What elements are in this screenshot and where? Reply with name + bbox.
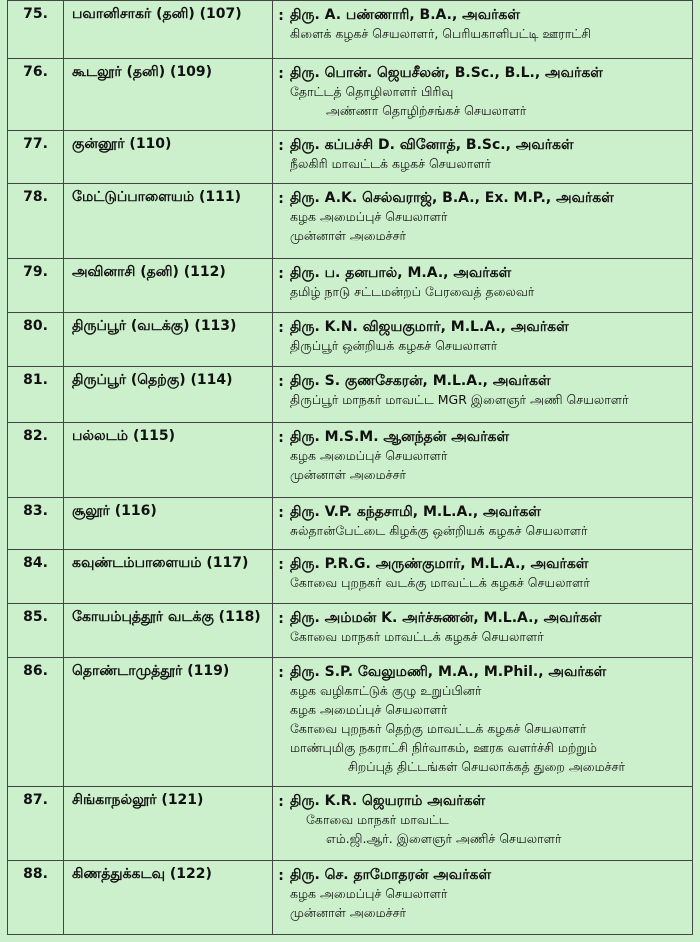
candidate-role: கோவை மாநகர் மாவட்டக் கழகச் செயலாளர் [290, 629, 544, 644]
column-divider [272, 658, 273, 786]
candidate-name: திரு. அம்மன் K. அர்ச்சுணன், M.L.A., அவர்கள் [290, 610, 602, 626]
column-divider [63, 550, 64, 603]
constituency-name: சூலூர் (116) [72, 503, 157, 519]
table-row [7, 549, 693, 604]
column-divider [272, 1, 273, 58]
candidate-name: திரு. S. குணசேகரன், M.L.A., அவர்கள் [290, 373, 551, 389]
column-divider [272, 367, 273, 422]
candidate-name: திரு. செ. தாமோதரன் அவர்கள் [290, 867, 492, 883]
candidate-details [290, 64, 688, 120]
column-divider [63, 313, 64, 366]
serial-number: 82. [23, 428, 48, 444]
separator-colon: : [278, 794, 284, 810]
serial-number: 83. [23, 503, 48, 519]
candidate-role: திருப்பூர் மாநகர் மாவட்ட MGR இளைஞர் அணி செயலாளர் [290, 392, 629, 407]
separator-colon: : [278, 868, 284, 884]
constituency-name: தொண்டாமுத்தூர் (119) [72, 663, 230, 679]
table-row [7, 860, 693, 935]
column-divider [63, 658, 64, 786]
candidate-role: சுல்தான்பேட்டை கிழக்கு ஒன்றியக் கழகச் செயலாளர் [290, 523, 588, 538]
candidate-details [290, 503, 688, 540]
serial-number: 76. [23, 64, 48, 80]
separator-colon: : [278, 611, 284, 627]
column-divider [63, 861, 64, 934]
candidate-role: கோவை புறநகர் வடக்கு மாவட்டக் கழகச் செயலாளர் [290, 575, 590, 590]
constituency-name: அவினாசி (தனி) (112) [72, 264, 226, 280]
candidate-role: திருப்பூர் ஒன்றியக் கழகச் செயலாளர் [290, 338, 498, 353]
table-row [7, 0, 693, 59]
separator-colon: : [278, 320, 284, 336]
serial-number: 85. [23, 609, 48, 625]
table-row [7, 786, 693, 861]
constituency-name: கவுண்டம்பாளையம் (117) [72, 555, 249, 571]
candidate-role: கோவை புறநகர் தெற்கு மாவட்டக் கழகச் செயலாளர் [290, 721, 587, 736]
candidate-name: திரு. K.R. ஜெயராம் அவர்கள் [290, 793, 486, 809]
table-row [7, 58, 693, 131]
separator-colon: : [278, 557, 284, 573]
separator-colon: : [278, 430, 284, 446]
candidate-details [290, 428, 688, 484]
serial-number: 79. [23, 264, 48, 280]
candidate-role: தோட்டத் தொழிலாளர் பிரிவு [290, 84, 454, 99]
column-divider [272, 787, 273, 860]
column-divider [63, 59, 64, 130]
serial-number: 75. [23, 6, 48, 22]
candidate-role: முன்னாள் அமைச்சர் [290, 228, 407, 243]
column-divider [63, 131, 64, 183]
table-row [7, 312, 693, 367]
table-row [7, 657, 693, 787]
separator-colon: : [278, 665, 284, 681]
candidate-details [290, 792, 688, 848]
column-divider [63, 259, 64, 312]
column-divider [272, 550, 273, 603]
column-divider [63, 184, 64, 258]
candidate-role: கோவை மாநகர் மாவட்ட [306, 812, 449, 827]
constituency-name: பவானிசாகர் (தனி) (107) [72, 6, 242, 22]
separator-colon: : [278, 138, 284, 154]
column-divider [272, 59, 273, 130]
candidate-name: திரு. A.K. செல்வராஜ், B.A., Ex. M.P., அவர்கள் [290, 190, 614, 206]
table-row [7, 603, 693, 658]
separator-colon: : [278, 191, 284, 207]
candidate-name: திரு. பொன். ஜெயசீலன், B.Sc., B.L., அவர்கள் [290, 65, 603, 81]
column-divider [63, 604, 64, 657]
column-divider [272, 861, 273, 934]
column-divider [272, 423, 273, 497]
table-row [7, 497, 693, 550]
column-divider [272, 184, 273, 258]
constituency-name: சிங்காநல்லூர் (121) [72, 792, 204, 808]
serial-number: 87. [23, 792, 48, 808]
candidate-role: முன்னாள் அமைச்சர் [290, 467, 407, 482]
candidate-role: முன்னாள் அமைச்சர் [290, 905, 407, 920]
candidate-details [290, 189, 688, 245]
candidate-role: மாண்புமிகு நகராட்சி நிர்வாகம், ஊரக வளர்ச்சி மற்றும் [290, 740, 597, 755]
column-divider [272, 131, 273, 183]
candidate-details [290, 136, 688, 173]
serial-number: 88. [23, 866, 48, 882]
candidate-role: கழக வழிகாட்டுக் குழு உறுப்பினர் [290, 683, 482, 698]
candidate-role: தமிழ் நாடு சட்டமன்றப் பேரவைத் தலைவர் [290, 284, 535, 299]
column-divider [272, 604, 273, 657]
candidate-name: திரு. M.S.M. ஆனந்தன் அவர்கள் [290, 429, 510, 445]
candidate-role: கழக அமைப்புச் செயலாளர் [290, 702, 448, 717]
candidate-details [290, 6, 688, 43]
serial-number: 84. [23, 555, 48, 571]
separator-colon: : [278, 266, 284, 282]
candidate-details [290, 555, 688, 592]
candidate-name: திரு. K.N. விஜயகுமார், M.L.A., அவர்கள் [290, 319, 569, 335]
constituency-name: கூடலூர் (தனி) (109) [72, 64, 213, 80]
separator-colon: : [278, 505, 284, 521]
constituency-name: பல்லடம் (115) [72, 428, 175, 444]
candidate-details [290, 264, 688, 301]
serial-number: 77. [23, 136, 48, 152]
candidate-name: திரு. S.P. வேலுமணி, M.A., M.Phil., அவர்கள் [290, 664, 607, 680]
candidate-role: சிறப்புத் திட்டங்கள் செயலாக்கத் துறை அமைச்சர் [348, 759, 626, 774]
candidate-details [290, 663, 688, 776]
serial-number: 86. [23, 663, 48, 679]
candidate-name: திரு. ப. தனபால், M.A., அவர்கள் [290, 265, 512, 281]
table-row [7, 183, 693, 259]
constituency-name: கிணத்துக்கடவு (122) [72, 866, 212, 882]
column-divider [63, 1, 64, 58]
candidate-details [290, 372, 688, 409]
column-divider [63, 423, 64, 497]
candidate-role: கிளைக் கழகச் செயலாளர், பெரியகாளிபட்டி ஊராட்சி [290, 26, 592, 41]
candidate-name: திரு. கப்பச்சி D. வினோத், B.Sc., அவர்கள் [290, 137, 574, 153]
candidate-role: எம்.ஜி.ஆர். இளைஞர் அணிச் செயலாளர் [326, 831, 562, 846]
table-row [7, 422, 693, 498]
separator-colon: : [278, 8, 284, 24]
table-row [7, 130, 693, 184]
constituency-name: குன்னூர் (110) [72, 136, 172, 152]
candidate-role: நீலகிரி மாவட்டக் கழகச் செயலாளர் [290, 156, 492, 171]
serial-number: 78. [23, 189, 48, 205]
constituency-name: திருப்பூர் (தெற்கு) (114) [72, 372, 233, 388]
column-divider [272, 259, 273, 312]
serial-number: 80. [23, 318, 48, 334]
candidate-role: கழக அமைப்புச் செயலாளர் [290, 886, 448, 901]
candidate-name: திரு. A. பண்ணாரி, B.A., அவர்கள் [290, 7, 521, 23]
candidate-details [290, 318, 688, 355]
candidate-details [290, 609, 688, 646]
candidate-name: திரு. V.P. கந்தசாமி, M.L.A., அவர்கள் [290, 504, 541, 520]
table-row [7, 258, 693, 313]
column-divider [63, 787, 64, 860]
column-divider [63, 498, 64, 549]
serial-number: 81. [23, 372, 48, 388]
candidate-role: கழக அமைப்புச் செயலாளர் [290, 209, 448, 224]
separator-colon: : [278, 374, 284, 390]
column-divider [272, 313, 273, 366]
column-divider [272, 498, 273, 549]
column-divider [63, 367, 64, 422]
candidate-role: அண்ணா தொழிற்சங்கச் செயலாளர் [326, 103, 527, 118]
candidate-details [290, 866, 688, 922]
candidate-name: திரு. P.R.G. அருண்குமார், M.L.A., அவர்கள் [290, 556, 589, 572]
candidate-role: கழக அமைப்புச் செயலாளர் [290, 448, 448, 463]
table-row [7, 366, 693, 423]
constituency-name: கோயம்புத்தூர் வடக்கு (118) [72, 609, 261, 625]
constituency-name: திருப்பூர் (வடக்கு) (113) [72, 318, 237, 334]
separator-colon: : [278, 66, 284, 82]
constituency-name: மேட்டுப்பாளையம் (111) [72, 189, 242, 205]
